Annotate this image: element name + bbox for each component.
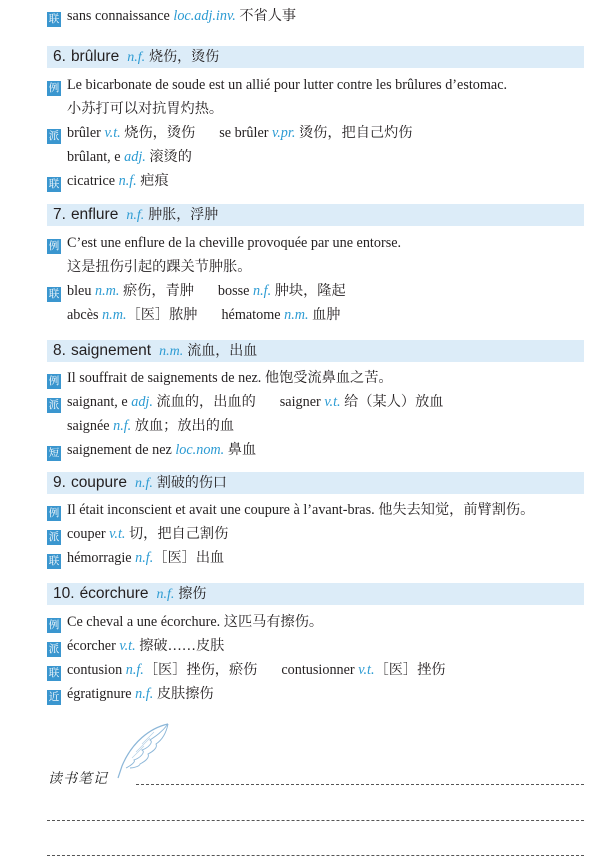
part-of-speech: n.m.	[159, 344, 184, 359]
entry-text: bleu	[67, 283, 95, 299]
entry-line	[47, 440, 591, 460]
tag-badge: 例	[48, 240, 60, 252]
entry-text: saignée	[67, 418, 114, 434]
entry-text: bosse	[217, 283, 253, 299]
part-of-speech: loc.adj.inv.	[173, 8, 236, 24]
entry-text: 烧伤，烫伤	[120, 125, 196, 141]
part-of-speech: v.t.	[358, 662, 375, 678]
entry-line	[67, 416, 591, 436]
tag-badge: 短	[48, 447, 60, 459]
heading-word: brûlure	[70, 48, 120, 65]
tag-badge: 联	[48, 667, 60, 679]
part-of-speech: n.f.	[156, 587, 175, 602]
entry-word: sans connaissance	[67, 8, 170, 24]
part-of-speech: n.f.	[113, 418, 132, 434]
entry-text: 瘀伤，青肿	[119, 283, 194, 299]
top-entry-line	[47, 6, 591, 26]
entry-text: 皮肤擦伤	[153, 686, 214, 702]
entry-line	[47, 123, 591, 143]
entry-text: Il était inconscient et avait une coupure à l’avant-bras. 他失去知觉，前臂割伤。	[67, 502, 535, 518]
entry-line	[47, 612, 591, 632]
entry-text: 鼻血	[224, 442, 257, 458]
part-of-speech: n.f.	[118, 173, 137, 189]
entry-text: hématome	[221, 307, 285, 323]
part-of-speech: n.m.	[102, 307, 127, 323]
entry-line	[67, 257, 591, 277]
tag-badge: 例	[48, 375, 60, 387]
part-of-speech: adj.	[124, 149, 146, 165]
entry-text: Ce cheval a une écorchure. 这匹马有擦伤。	[67, 614, 324, 630]
heading-word: 10.	[53, 585, 75, 602]
entry-line	[47, 500, 591, 520]
entry-text: saignant, e	[67, 394, 132, 410]
entry-heading	[47, 46, 584, 68]
entry-line	[47, 660, 591, 680]
entry-line	[47, 684, 591, 704]
tag-badge: 例	[48, 82, 60, 94]
part-of-speech: loc.nom.	[175, 442, 225, 458]
entry-text: brûler	[67, 125, 105, 141]
entry-line	[47, 233, 591, 253]
notes-line[interactable]	[47, 820, 584, 821]
entry-text: brûlant, e	[67, 149, 125, 165]
part-of-speech: n.m.	[284, 307, 309, 323]
entry-text: saignement de nez	[67, 442, 176, 458]
entry-line	[47, 171, 591, 191]
entry-text: écorcher	[67, 638, 120, 654]
entry-line	[47, 524, 591, 544]
notes-line[interactable]	[136, 784, 584, 785]
heading-meaning: 割破的伤口	[156, 475, 227, 491]
heading-meaning: 烧伤，烫伤	[149, 49, 220, 65]
entry-heading	[47, 583, 584, 605]
entry-line	[47, 636, 591, 656]
heading-word: 9.	[53, 474, 66, 491]
notes-line[interactable]	[47, 855, 584, 856]
entry-line	[47, 281, 591, 301]
entry-text: ［医］脓肿	[126, 307, 198, 323]
reading-notes-label: 读书笔记	[48, 771, 108, 787]
entry-text: 滚烫的	[145, 149, 192, 165]
tag-badge: 联	[48, 178, 60, 190]
heading-word: 6.	[53, 48, 66, 65]
tag-badge: 例	[48, 619, 60, 631]
part-of-speech: n.m.	[94, 283, 120, 299]
entry-text: égratignure	[67, 686, 136, 702]
part-of-speech: n.f.	[127, 50, 146, 65]
entry-line	[67, 147, 591, 167]
entry-text: couper	[67, 526, 110, 542]
tag-badge: 派	[48, 643, 60, 655]
tag-badge: 派	[48, 399, 60, 411]
entry-text: saigner	[279, 394, 325, 410]
part-of-speech: v.t.	[324, 394, 341, 410]
part-of-speech: v.pr.	[272, 125, 296, 141]
entry-line	[47, 75, 591, 95]
part-of-speech: v.t.	[104, 125, 121, 141]
entry-text: ［医］出血	[153, 550, 225, 566]
entry-text: ［医］挫伤	[374, 662, 446, 678]
entry-text: 擦破……皮肤	[135, 638, 225, 654]
entry-heading	[47, 340, 584, 362]
heading-word: enflure	[70, 206, 119, 223]
heading-meaning: 擦伤	[178, 586, 207, 602]
tag-badge: 派	[48, 531, 60, 543]
entry-line	[47, 548, 591, 568]
entry-text: 血肿	[308, 307, 341, 323]
heading-word: saignement	[70, 342, 152, 359]
entry-text: hémorragie	[67, 550, 136, 566]
entry-line	[47, 368, 591, 388]
entry-line	[67, 305, 591, 325]
heading-meaning: 流血，出血	[187, 343, 258, 359]
entry-text: 疤痕	[136, 173, 169, 189]
entry-text: ［医］挫伤，瘀伤	[143, 662, 258, 678]
part-of-speech: n.f.	[135, 686, 154, 702]
tag-badge: 联	[48, 13, 60, 25]
entry-text: cicatrice	[67, 173, 119, 189]
entry-heading	[47, 472, 584, 494]
part-of-speech: v.t.	[109, 526, 126, 542]
entry-text: abcès	[67, 307, 103, 323]
tag-badge: 派	[48, 130, 60, 142]
entry-text: contusionner	[281, 662, 359, 678]
entry-text: 小苏打可以对抗胃灼热。	[67, 101, 224, 117]
entry-text: 给（某人）放血	[340, 394, 444, 410]
part-of-speech: adj.	[131, 394, 153, 410]
entry-heading	[47, 204, 584, 226]
entry-text: C’est une enflure de la cheville provoquée par une entorse.	[67, 235, 402, 251]
entry-text: 肿块，隆起	[271, 283, 346, 299]
tag-badge: 联	[48, 555, 60, 567]
entry-text: Le bicarbonate de soude est un allié pour lutter contre les brûlures d’estomac.	[67, 77, 508, 93]
heading-word: 8.	[53, 342, 66, 359]
part-of-speech: n.f.	[126, 208, 145, 223]
entry-text: se brûler	[219, 125, 273, 141]
part-of-speech: n.f.	[253, 283, 272, 299]
entry-text: contusion	[67, 662, 126, 678]
entry-text: 放血；放出的血	[131, 418, 235, 434]
tag-badge: 例	[48, 507, 60, 519]
part-of-speech: v.t.	[119, 638, 136, 654]
entry-text: 切，把自己割伤	[125, 526, 229, 542]
entry-line	[47, 392, 591, 412]
entry-text: 流血的，出血的	[152, 394, 256, 410]
feather-quill-icon	[110, 722, 172, 782]
tag-badge: 近	[48, 691, 60, 703]
entry-text: Il souffrait de saignements de nez. 他饱受流鼻血之苦。	[67, 370, 393, 386]
part-of-speech: n.f.	[135, 550, 154, 566]
heading-word: coupure	[70, 474, 127, 491]
heading-meaning: 肿胀，浮肿	[148, 207, 219, 223]
entry-text: 烫伤，把自己灼伤	[295, 125, 413, 141]
tag-badge: 联	[48, 288, 60, 300]
part-of-speech: n.f.	[134, 476, 153, 491]
part-of-speech: n.f.	[125, 662, 144, 678]
heading-word: écorchure	[79, 585, 149, 602]
entry-line	[67, 99, 591, 119]
entry-text: 这是扭伤引起的踝关节肿胀。	[67, 259, 252, 275]
heading-word: 7.	[53, 206, 66, 223]
entry-meaning: 不省人事	[239, 8, 297, 24]
